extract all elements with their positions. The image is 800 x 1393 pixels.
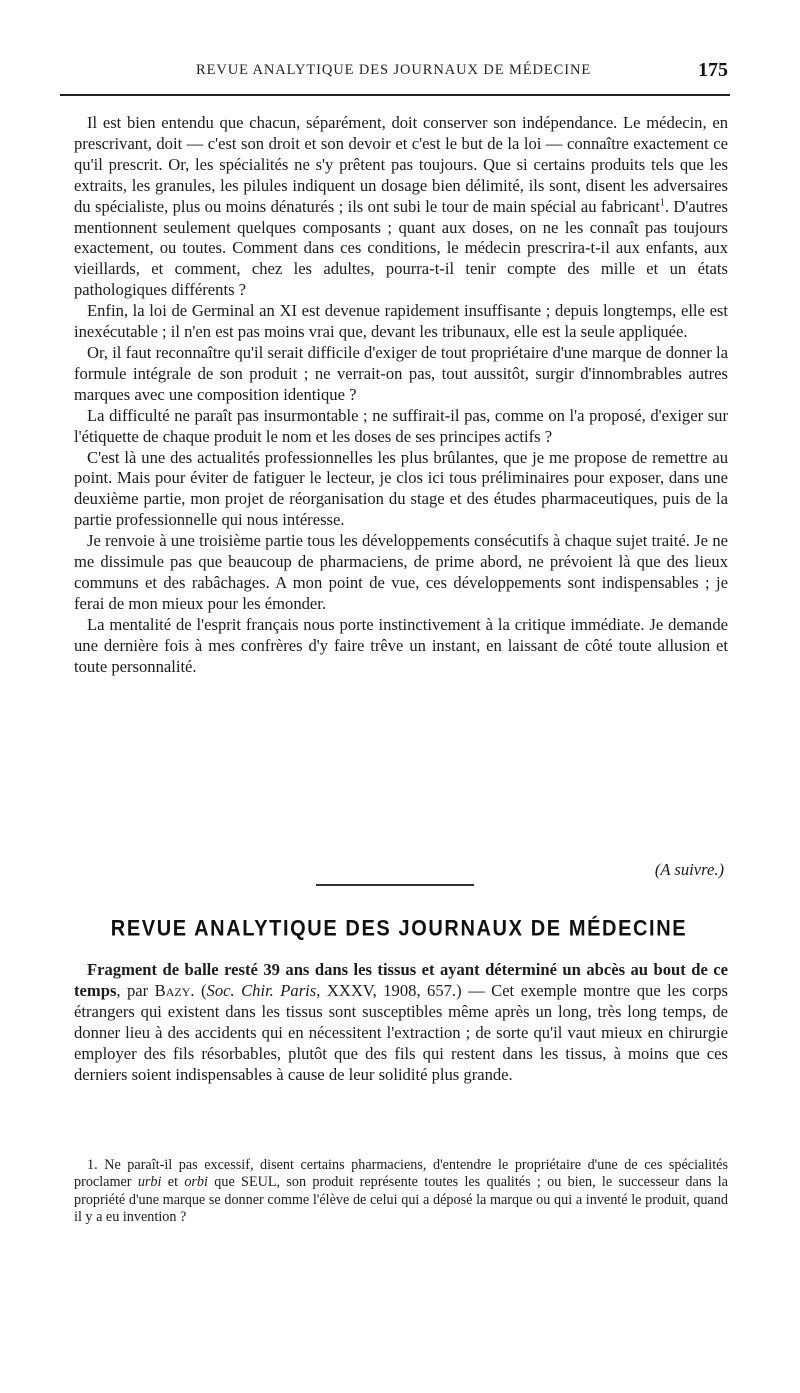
body-text [74, 113, 728, 677]
header-rule [60, 94, 730, 96]
section-title: REVUE ANALYTIQUE DES JOURNAUX DE MÉDECINE [110, 916, 688, 942]
paragraph: La difficulté ne paraît pas insurmontable ; ne suffirait-il pas, comme on l'a proposé, d'exiger sur l'étiquette de chaque produit le nom et les doses de ses principes actifs ? [74, 405, 728, 446]
article-paragraph [74, 960, 728, 1085]
paragraph: Je renvoie à une troisième partie tous les développements consécutifs à chaque sujet traité. Je ne me dissimule pas que beaucoup de pharmaciens, de prime abord, ne prévoient là que des lieux communs et des rabâchages. A mon point de vue, ces développements sont indispensables ; je ferai de mon mieux pour les émonder. [74, 531, 728, 613]
footnote-text: que SEUL, son produit représente toutes les qualités ; ou bien, le successeur dans la propriété d'une marque se donner comme l'élève de celui qui a déposé la marque ou qui a inventé le produit, quand il y a eu invention ? [74, 1174, 728, 1226]
to-be-continued: (A suivre.) [654, 860, 724, 879]
footnote-italic: orbi [184, 1174, 208, 1191]
paragraph-text: Il est bien entendu que chacun, séparément, doit conserver son indépendance. Le médecin, en prescrivant, doit — c'est son droit et son devoir et c'est le but de la loi — connaître exactement ce qu'il prescrit. Or, les spécialités ne s'y prêtent pas toujours. Que si certains produits tels que les extraits, les granules, les pilules indiquent un dosage bien délimité, ils sont, disent les adversaires du spécialiste, plus ou moins dénaturés ; ils ont subi le tour de main spécial au fabricant [74, 113, 728, 216]
running-title: REVUE ANALYTIQUE DES JOURNAUX DE MÉDECINE [196, 62, 592, 78]
paragraph [74, 113, 728, 301]
paragraph: Or, il faut reconnaître qu'il serait difficile d'exiger de tout propriétaire d'une marque de donner la formule intégrale de son produit ; ne verrait-on pas, tout aussitôt, surgir d'innombrables autres marques avec une composition identique ? [74, 342, 728, 404]
footnote-number: 1 [87, 1157, 95, 1173]
article-journal: Soc. Chir. Paris [206, 980, 317, 1000]
article-ref-open: . ( [190, 980, 207, 1000]
footnote-italic: urbi [137, 1174, 162, 1191]
footnote-reference[interactable]: 1 [659, 197, 665, 209]
paragraph: La mentalité de l'esprit français nous porte instinctivement à la critique immédiate. Je demande une dernière fois à mes confrères d'y faire trêve un instant, en laissant de côté toute allusion et toute personnalité. [74, 614, 728, 676]
footnote-paragraph [74, 1157, 728, 1227]
paragraph: C'est là une des actualités professionnelles les plus brûlantes, que je me propose de remettre au point. Mais pour éviter de fatiguer le lecteur, je clos ici tous préliminaires pour exposer, dans une deuxième partie, mon projet de réorganisation du stage et des études pharmaceutiques, puis de la partie professionnelle qui nous intéresse. [74, 447, 728, 530]
article-title: Fragment de balle resté 39 ans dans les tissus et ayant déterminé un abcès au bout de ce temps [74, 960, 728, 1000]
paragraph-text: . D'autres mentionnent seulement quelques composants ; quant aux doses, on ne les connaît pas toujours exactement, ou toutes. Comment dans ces conditions, le médecin prescrira-t-il aux enfants, aux vieillards, et comment, chez les adultes, pourra-t-il tenir compte des mille et un états pathologiques différents ? [74, 196, 728, 300]
page-number: 175 [698, 59, 728, 81]
article-by: , par [116, 980, 155, 1000]
footnote-text: . Ne paraît-il pas excessif, disent certains pharmaciens, d'entendre le propriétaire d'une de ces spécialités proclamer [74, 1157, 728, 1191]
running-header [74, 60, 728, 84]
paragraph: Enfin, la loi de Germinal an XI est devenue rapidement insuffisante ; depuis longtemps, elle est inexécutable ; il n'en est pas moins vrai que, devant les tribunaux, elle est la seule appliquée. [74, 301, 728, 342]
article-text: Cet exemple montre que les corps étrangers qui existent dans les tissus sont susceptibles même après un long, très long temps, de donner lieu à des accidents qui en nécessitent l'extraction ; de sorte qu'il vaut mieux en chirurgie employer des fils résorbables, plutôt que des fils qui restent dans les tissus, à moins que ces derniers soient indispensables à cause de leur solidité plus grande. [74, 980, 728, 1084]
footnote-text: et [161, 1174, 185, 1191]
footnote [74, 1157, 728, 1227]
article-ref: , XXXV, 1908, 657.) — [316, 980, 492, 1000]
section-divider [316, 884, 474, 886]
article-entry [74, 960, 728, 1085]
article-author: Bazy [154, 980, 191, 1000]
